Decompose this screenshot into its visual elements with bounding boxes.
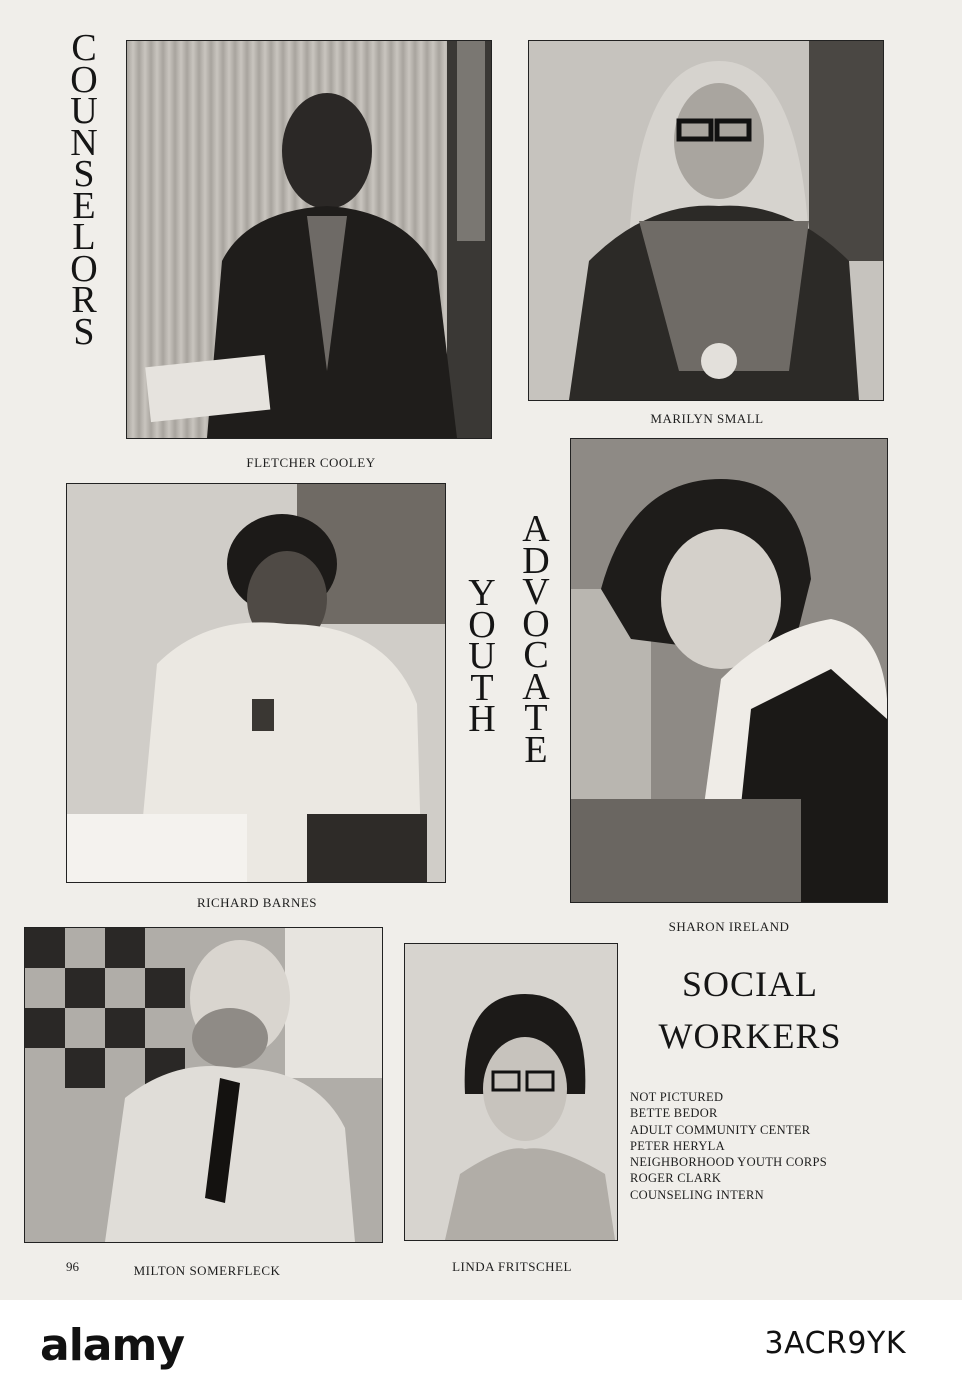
youth-letter: Y [468, 572, 496, 614]
list-item: PETER HERYLA [630, 1138, 725, 1153]
advocate-letter: C [523, 634, 549, 676]
advocate-letter: T [524, 697, 548, 739]
caption-richard-barnes: RICHARD BARNES [196, 895, 318, 910]
advocate-letter: A [522, 508, 550, 550]
list-item: NEIGHBORHOOD YOUTH CORPS [630, 1155, 828, 1170]
counselors-letter: O [70, 247, 98, 290]
counselors-letter: N [70, 121, 98, 164]
photo-milton-somerfleck [24, 927, 383, 1243]
list-item: BETTE BEDOR [630, 1106, 718, 1121]
social-workers-heading [630, 962, 870, 1058]
list-item: ROGER CLARK [630, 1171, 722, 1186]
youth-letter: H [468, 698, 496, 740]
counselors-letter: E [72, 184, 96, 227]
counselors-heading [62, 27, 106, 353]
photo-linda-fritschel [404, 943, 618, 1241]
advocate-letter: E [524, 728, 548, 771]
list-item: NOT PICTURED [630, 1090, 724, 1104]
list-item: ADULT COMMUNITY CENTER [630, 1122, 811, 1137]
youth-letter: U [468, 635, 496, 677]
alamy-logo: alamy [40, 1320, 184, 1371]
photo-fletcher-cooley [126, 40, 492, 439]
caption-sharon-ireland: SHARON IRELAND [668, 919, 790, 934]
counselors-letter: O [70, 58, 98, 101]
page-number: 96 [66, 1259, 79, 1274]
not-pictured-list [630, 1089, 827, 1203]
counselors-letter: S [73, 153, 95, 195]
counselors-letter: R [71, 279, 97, 321]
counselors-letter: U [70, 90, 98, 132]
list-item: COUNSELING INTERN [630, 1187, 764, 1202]
caption-fletcher-cooley: FLETCHER COOLEY [246, 455, 376, 470]
counselors-letter: S [73, 310, 95, 353]
advocate-heading [514, 508, 558, 771]
social-workers-line2: WORKERS [658, 1016, 842, 1056]
advocate-letter: D [522, 539, 550, 582]
watermark-footer [0, 1300, 962, 1390]
advocate-letter: O [522, 602, 550, 645]
photo-sharon-ireland [570, 438, 888, 903]
advocate-letter: V [522, 571, 550, 613]
caption-linda-fritschel: LINDA FRITSCHEL [452, 1259, 572, 1274]
youth-heading [460, 572, 504, 740]
counselors-letter: C [71, 27, 97, 69]
caption-milton-somerfleck: MILTON SOMERFLECK [133, 1263, 281, 1278]
advocate-letter: A [522, 665, 550, 708]
photo-richard-barnes [66, 483, 446, 883]
photo-marilyn-small [528, 40, 884, 401]
youth-letter: O [468, 603, 496, 646]
youth-letter: T [470, 666, 494, 709]
counselors-letter: L [72, 216, 96, 258]
stock-image-id: 3ACR9YK [764, 1326, 906, 1361]
social-workers-line1: SOCIAL [681, 964, 818, 1004]
caption-marilyn-small: MARILYN SMALL [650, 411, 764, 426]
